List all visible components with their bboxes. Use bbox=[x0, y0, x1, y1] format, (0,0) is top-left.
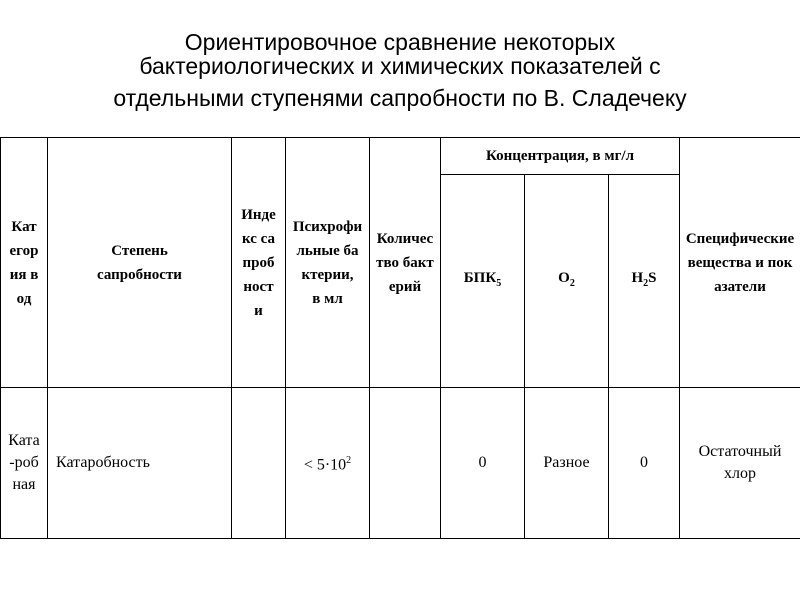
header-concentration: Концентрация, в мг/л bbox=[441, 138, 680, 175]
cell-bpk: 0 bbox=[441, 388, 525, 539]
title-line-3: отдельными ступенями сапробности по В. Сладечеку bbox=[113, 85, 687, 111]
header-bpk: $БПК_5$ bbox=[441, 175, 525, 388]
header-psychro: Психрофильные бактерии, в мл bbox=[286, 138, 370, 388]
header-category: Категория вод bbox=[1, 138, 48, 388]
cell-count bbox=[370, 388, 441, 539]
cell-degree: Катаробность bbox=[48, 388, 232, 539]
saprobity-table bbox=[0, 137, 800, 539]
cell-index bbox=[232, 388, 286, 539]
cell-category: Ката-робная bbox=[1, 388, 48, 539]
cell-o2: Разное bbox=[525, 388, 609, 539]
table-row bbox=[1, 388, 800, 539]
header-h2s: $H_2S$ bbox=[609, 175, 680, 388]
slide-title bbox=[0, 30, 800, 110]
cell-psychro: < $5\cdot 10^2$ bbox=[286, 388, 370, 539]
header-count: Количество бактерий bbox=[370, 138, 441, 388]
header-o2: $O_2$ bbox=[525, 175, 609, 388]
cell-specific: Остаточный хлор bbox=[680, 388, 800, 539]
header-degree: Степень сапробности bbox=[48, 138, 232, 388]
header-specific: Специфические вещества и показатели bbox=[680, 138, 800, 388]
header-index: Индекс сапробности bbox=[232, 138, 286, 388]
title-line-2: бактериологических и химических показателей с bbox=[139, 53, 661, 79]
cell-h2s: 0 bbox=[609, 388, 680, 539]
title-line-1: Ориентировочное сравнение некоторых bbox=[184, 29, 616, 55]
